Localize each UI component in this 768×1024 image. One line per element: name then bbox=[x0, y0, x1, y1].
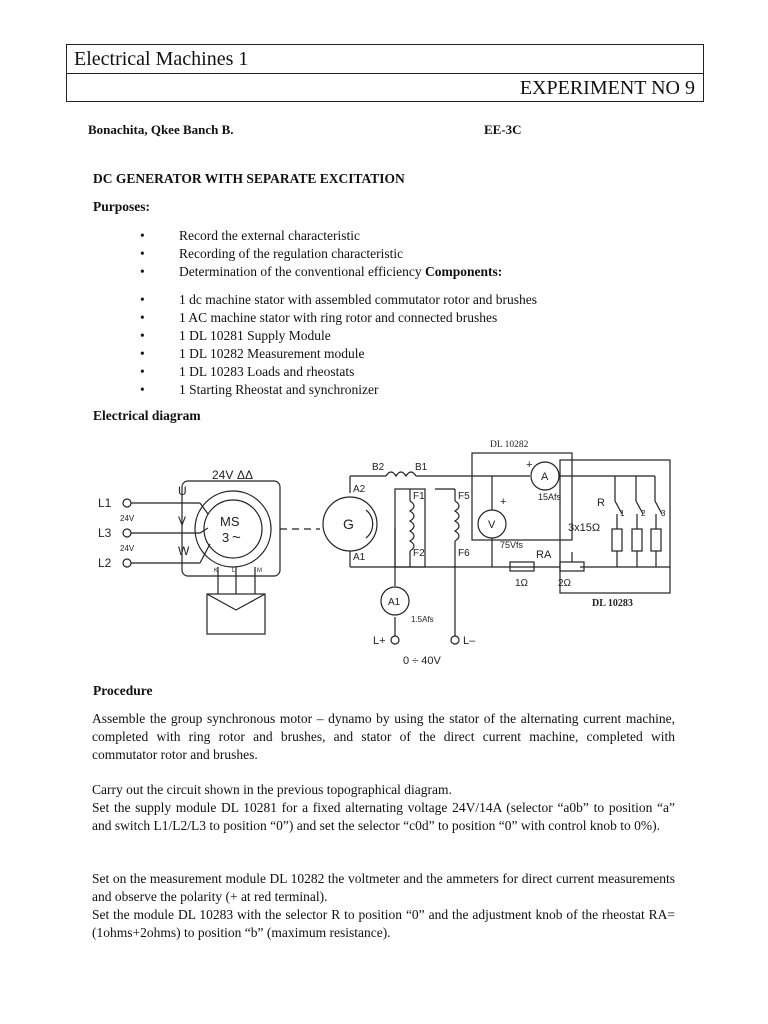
label-ammeter-a1: A1 bbox=[388, 597, 401, 608]
procedure-paragraph: Set the supply module DL 10281 for a fixed alternating voltage 24V/14A (selector “a0b” to position “a” and switch L1/L2/L3 to position “0”) and set the selector “c0d” to position “0” with control knob to 0%). bbox=[92, 800, 675, 833]
label-f1: F1 bbox=[413, 491, 425, 502]
label-ms-3: 3 bbox=[222, 530, 230, 545]
load-resistor-1 bbox=[612, 529, 622, 551]
terminal-l2 bbox=[123, 559, 131, 567]
label-m: M bbox=[257, 568, 262, 574]
bullet: • bbox=[140, 292, 145, 307]
label-delta: ΔΔ bbox=[237, 468, 254, 482]
component-text: 1 Starting Rheostat and synchronizer bbox=[179, 382, 379, 397]
label-u: U bbox=[178, 484, 187, 498]
bullet: • bbox=[140, 246, 145, 261]
label-supply-voltage: 24V bbox=[212, 468, 234, 482]
bullet: • bbox=[140, 264, 145, 279]
component-text: 1 DL 10283 Loads and rheostats bbox=[179, 364, 355, 379]
label-a2: A2 bbox=[353, 484, 366, 495]
label-ms: MS bbox=[220, 514, 240, 529]
terminal-l-plus bbox=[391, 636, 399, 644]
label-dl10282: DL 10282 bbox=[490, 440, 529, 450]
label-g: G bbox=[343, 516, 354, 532]
bullet: • bbox=[140, 364, 145, 379]
label-f2: F2 bbox=[413, 548, 425, 559]
label-pos-3: 3 bbox=[661, 509, 666, 518]
label-3x15-ohm: 3x15Ω bbox=[568, 522, 601, 534]
label-b1: B1 bbox=[415, 462, 428, 473]
label-2-ohm: 2Ω bbox=[558, 578, 572, 589]
student-name: Bonachita, Qkee Banch B. bbox=[88, 122, 234, 137]
label-15afs: 15Afs bbox=[538, 492, 562, 502]
header-title-row bbox=[67, 45, 703, 74]
label-1-5afs: 1.5Afs bbox=[411, 615, 434, 624]
document-title: DC GENERATOR WITH SEPARATE EXCITATION bbox=[93, 171, 405, 186]
label-l1: L1 bbox=[98, 496, 112, 510]
label-f6: F6 bbox=[458, 548, 470, 559]
purpose-text: Record the external characteristic bbox=[179, 228, 361, 243]
component-text: 1 DL 10281 Supply Module bbox=[179, 328, 331, 343]
bullet: • bbox=[140, 346, 145, 361]
label-r: R bbox=[597, 497, 605, 509]
procedure-paragraph: Set the module DL 10283 with the selector R to position “0” and the adjustment knob of the rheostat RA= (1ohms+2ohms) to position “b” (maximum resistance). bbox=[92, 907, 675, 940]
label-b2: B2 bbox=[372, 462, 385, 473]
procedure-paragraph: Carry out the circuit shown in the previous topographical diagram. bbox=[92, 782, 452, 797]
load-resistor-2 bbox=[632, 529, 642, 551]
label-voltmeter: V bbox=[488, 519, 496, 531]
purpose-text-part: Determination of the conventional efficiency bbox=[179, 264, 422, 279]
label-plus-v: + bbox=[500, 496, 507, 508]
synchronous-motor bbox=[182, 481, 280, 634]
terminal-l-minus bbox=[451, 636, 459, 644]
course-title: Electrical Machines 1 bbox=[74, 48, 249, 70]
load-resistor-3 bbox=[651, 529, 661, 551]
label-1-ohm: 1Ω bbox=[515, 578, 529, 589]
label-ra: RA bbox=[536, 549, 552, 561]
bullet: • bbox=[140, 310, 145, 325]
components-heading: Components: bbox=[425, 264, 503, 279]
label-l-plus: L+ bbox=[373, 635, 386, 647]
label-w: W bbox=[178, 544, 190, 558]
bullet: • bbox=[140, 228, 145, 243]
label-v: V bbox=[178, 514, 187, 528]
purposes-heading: Purposes: bbox=[93, 199, 150, 214]
component-text: 1 DL 10282 Measurement module bbox=[179, 346, 365, 361]
label-range: 0 ÷ 40V bbox=[403, 655, 441, 667]
bullet: • bbox=[140, 382, 145, 397]
procedure-heading: Procedure bbox=[93, 683, 153, 698]
diagram-heading: Electrical diagram bbox=[93, 408, 201, 423]
experiment-number: EXPERIMENT NO 9 bbox=[519, 77, 695, 99]
supply-section bbox=[123, 499, 210, 567]
starting-rheostat bbox=[207, 594, 265, 634]
header-box bbox=[66, 44, 704, 102]
bullet: • bbox=[140, 328, 145, 343]
label-l3: L3 bbox=[98, 526, 112, 540]
label-ammeter: A bbox=[541, 471, 549, 483]
label-l2: L2 bbox=[98, 556, 112, 570]
rotation-arrow bbox=[366, 510, 373, 538]
label-l: L bbox=[232, 568, 236, 574]
electrical-diagram bbox=[90, 436, 690, 671]
procedure-paragraph: Set on the measurement module DL 10282 the voltmeter and the ammeters for direct current measurements and observe the polarity (+ at red terminal). bbox=[92, 871, 675, 904]
label-75vfs: 75Vfs bbox=[500, 540, 524, 550]
label-f5: F5 bbox=[458, 491, 470, 502]
label-24v-b: 24V bbox=[120, 544, 135, 553]
label-tilde: ~ bbox=[232, 529, 241, 546]
label-dl10283: DL 10283 bbox=[592, 598, 633, 609]
label-pos-1: 1 bbox=[620, 509, 625, 518]
purpose-text bbox=[179, 263, 502, 281]
label-a1: A1 bbox=[353, 552, 366, 563]
component-text: 1 dc machine stator with assembled commutator rotor and brushes bbox=[179, 292, 538, 307]
label-plus-a: + bbox=[526, 459, 533, 471]
label-k: K bbox=[214, 568, 219, 574]
terminal-l1 bbox=[123, 499, 131, 507]
label-24v-a: 24V bbox=[120, 514, 135, 523]
terminal-l3 bbox=[123, 529, 131, 537]
label-l-minus: L– bbox=[463, 635, 476, 647]
purpose-text: Recording of the regulation characteristic bbox=[179, 246, 404, 261]
label-pos-2: 2 bbox=[641, 509, 646, 518]
student-section: EE-3C bbox=[484, 122, 522, 137]
component-text: 1 AC machine stator with ring rotor and connected brushes bbox=[179, 310, 498, 325]
procedure-paragraph: Assemble the group synchronous motor – dynamo by using the stator of the alternating current machine, completed with ring rotor and brushes, and stator of the direct current machine, completed with commutator rotor and brushes. bbox=[92, 711, 675, 762]
